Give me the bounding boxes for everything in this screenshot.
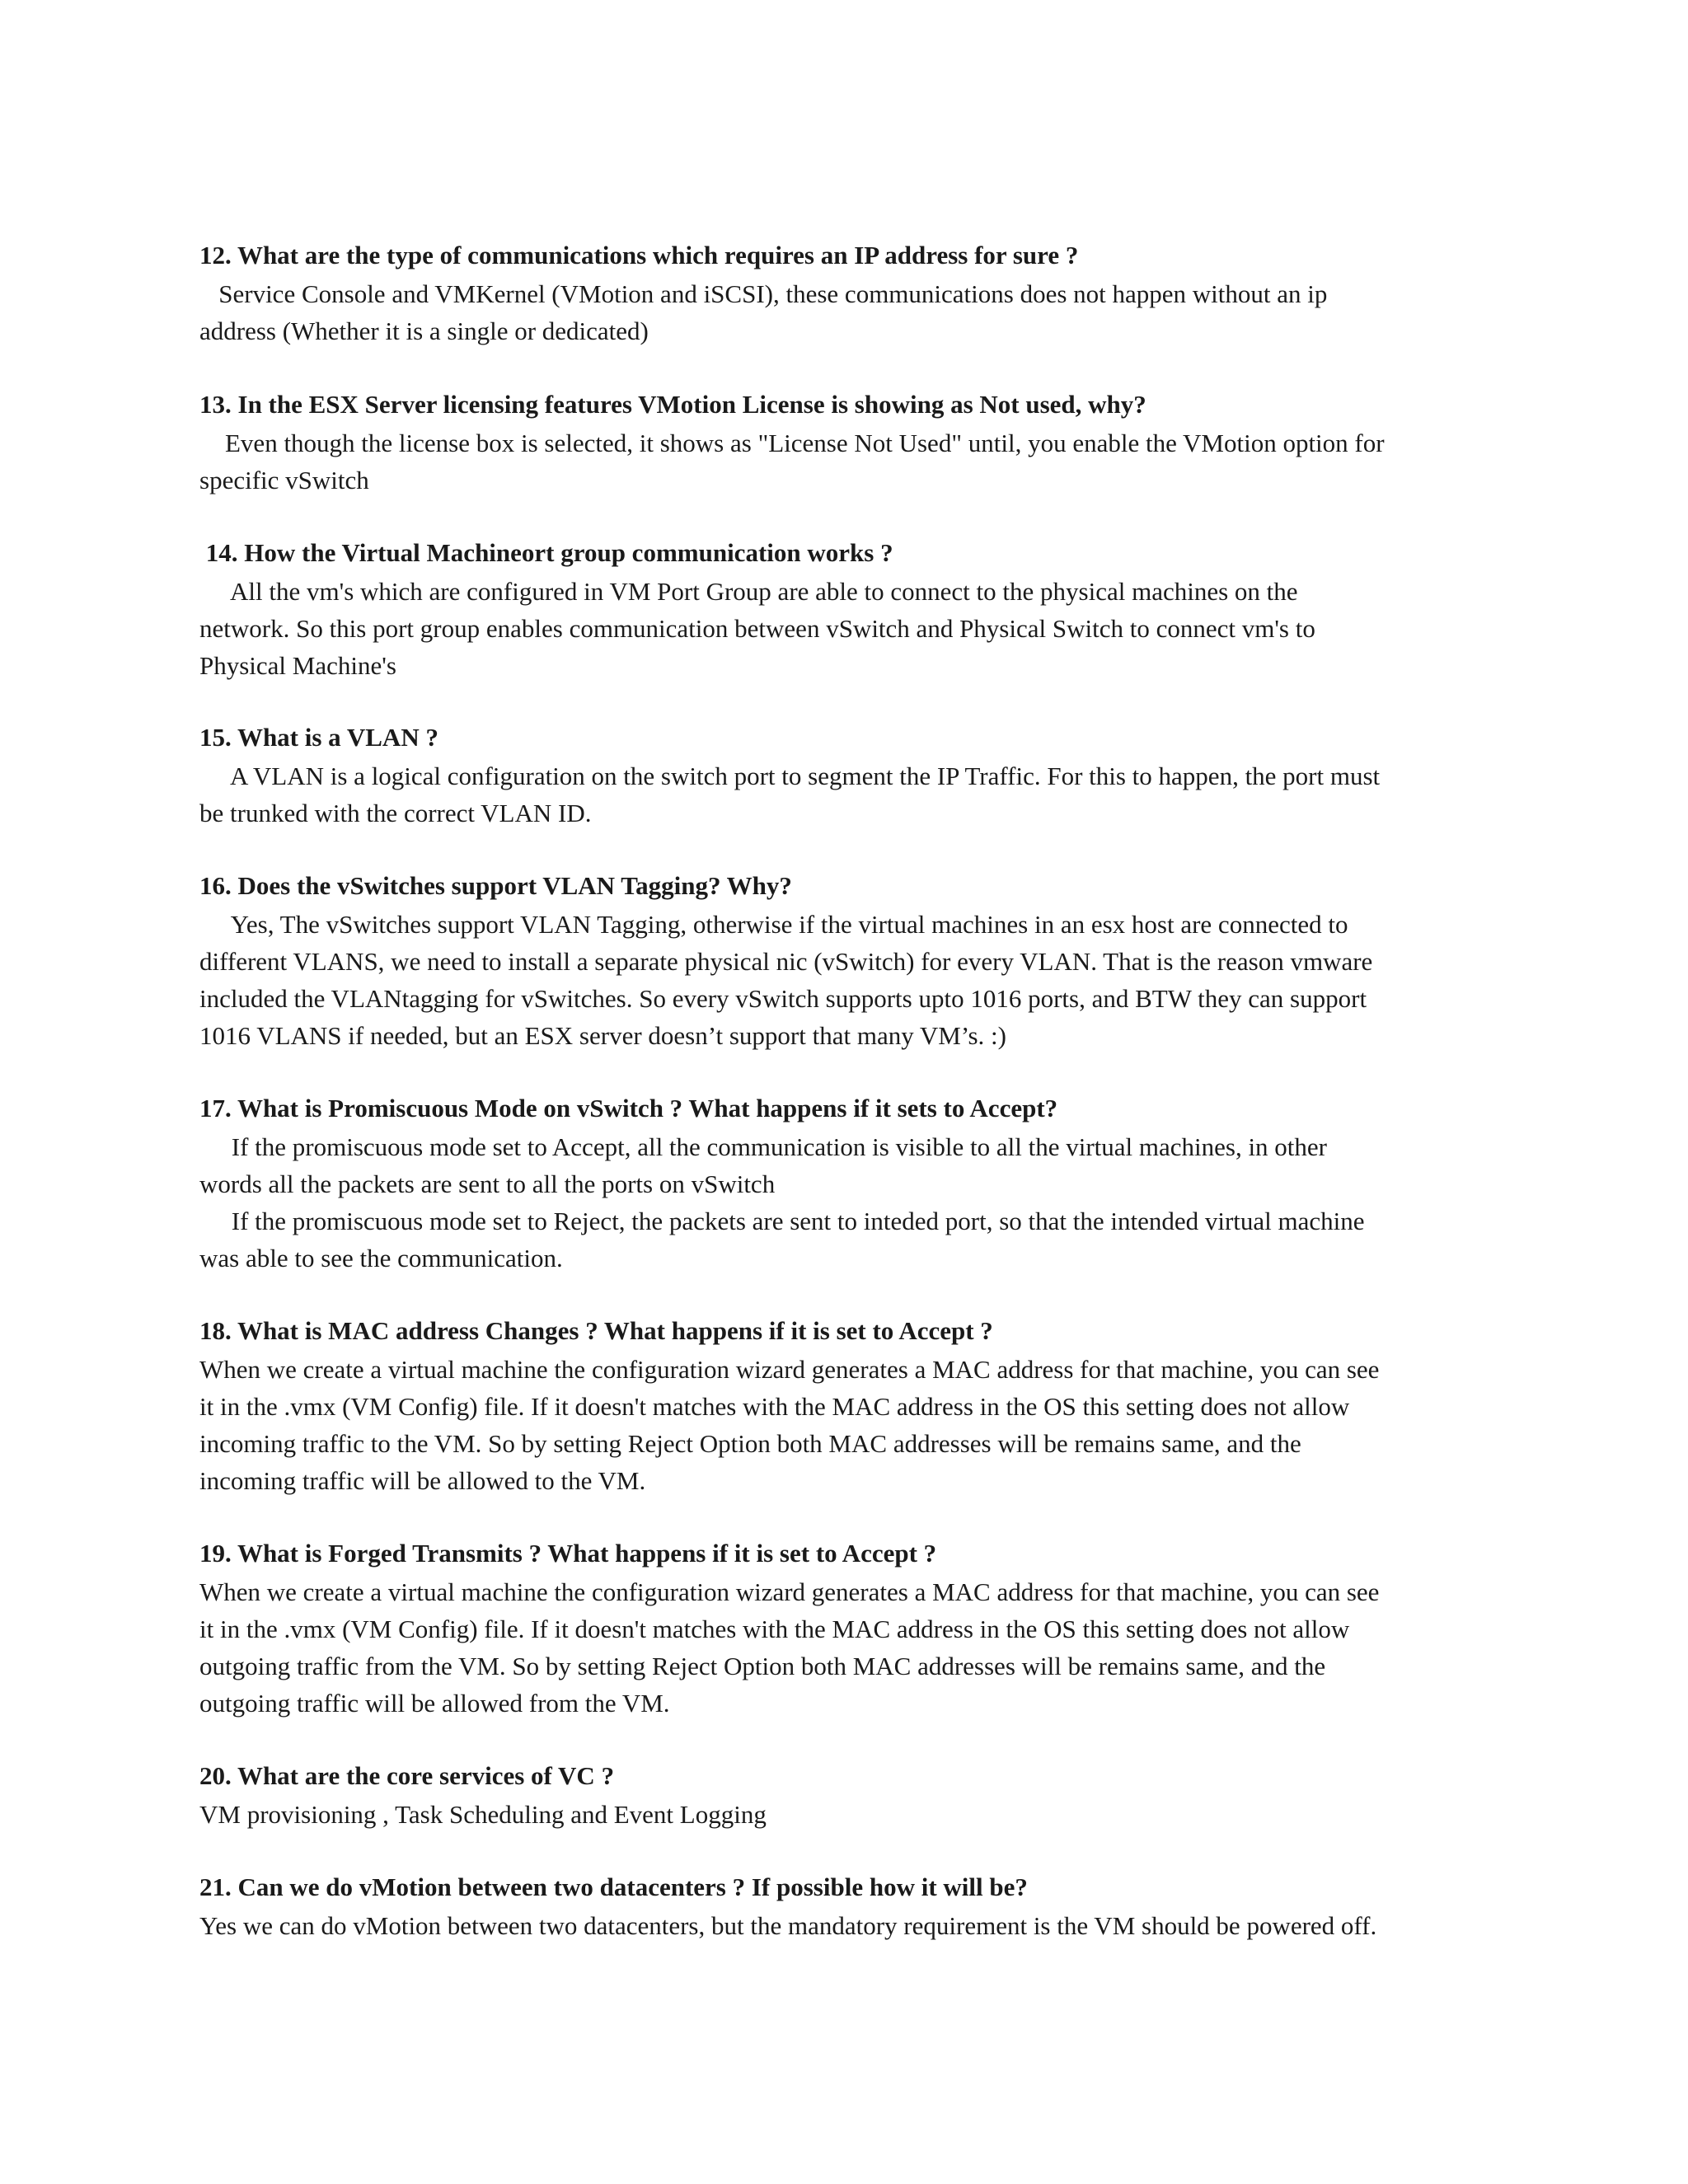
question-14: 14. How the Virtual Machineort group communication works ? bbox=[199, 538, 893, 567]
question-18: 18. What is MAC address Changes ? What happens if it is set to Accept ? bbox=[199, 1316, 993, 1345]
answer-line: When we create a virtual machine the configuration wizard generates a MAC address for that machine, you can see bbox=[199, 1355, 1380, 1384]
answer-19 bbox=[199, 1573, 1502, 1722]
question-17: 17. What is Promiscuous Mode on vSwitch ? What happens if it sets to Accept? bbox=[199, 1094, 1058, 1122]
answer-line: Service Console and VMKernel (VMotion and iSCSI), these communications does not happen without an ip bbox=[199, 279, 1328, 308]
question-20: 20. What are the core services of VC ? bbox=[199, 1761, 615, 1790]
question-13: 13. In the ESX Server licensing features VMotion License is showing as Not used, why? bbox=[199, 390, 1146, 419]
answer-line: network. So this port group enables communication between vSwitch and Physical Switch to connect vm's to bbox=[199, 614, 1315, 643]
answer-14 bbox=[199, 573, 1502, 684]
answer-line: it in the .vmx (VM Config) file. If it doesn't matches with the MAC address in the OS this setting does not allow bbox=[199, 1615, 1350, 1643]
answer-line: Yes, The vSwitches support VLAN Tagging, otherwise if the virtual machines in an esx host are connected to bbox=[199, 910, 1348, 939]
question-19: 19. What is Forged Transmits ? What happens if it is set to Accept ? bbox=[199, 1539, 937, 1568]
answer-line: be trunked with the correct VLAN ID. bbox=[199, 799, 592, 827]
answer-line: outgoing traffic will be allowed from the VM. bbox=[199, 1689, 670, 1718]
answer-line: was able to see the communication. bbox=[199, 1244, 563, 1272]
question-15: 15. What is a VLAN ? bbox=[199, 723, 438, 752]
answer-20 bbox=[199, 1796, 1502, 1833]
answer-15 bbox=[199, 757, 1502, 832]
question-12: 12. What are the type of communications which requires an IP address for sure ? bbox=[199, 241, 1079, 269]
answer-line: different VLANS, we need to install a separate physical nic (vSwitch) for every VLAN. That is the reason vmware bbox=[199, 947, 1373, 976]
answer-line: When we create a virtual machine the configuration wizard generates a MAC address for that machine, you can see bbox=[199, 1577, 1380, 1606]
answer-line: Even though the license box is selected, it shows as "License Not Used" until, you enable the VMotion option for bbox=[199, 429, 1385, 457]
answer-17 bbox=[199, 1128, 1502, 1277]
answer-line: incoming traffic to the VM. So by setting Reject Option both MAC addresses will be remains same, and the bbox=[199, 1429, 1301, 1458]
question-21: 21. Can we do vMotion between two datacenters ? If possible how it will be? bbox=[199, 1872, 1028, 1901]
answer-line: it in the .vmx (VM Config) file. If it doesn't matches with the MAC address in the OS this setting does not allow bbox=[199, 1392, 1350, 1421]
answer-line: All the vm's which are configured in VM Port Group are able to connect to the physical machines on the bbox=[199, 577, 1298, 606]
answer-line: words all the packets are sent to all the ports on vSwitch bbox=[199, 1169, 776, 1198]
answer-line: Physical Machine's bbox=[199, 651, 396, 680]
answer-16 bbox=[199, 906, 1502, 1054]
answer-line: If the promiscuous mode set to Accept, all the communication is visible to all the virtual machines, in other bbox=[199, 1132, 1327, 1161]
answer-line: address (Whether it is a single or dedicated) bbox=[199, 316, 649, 345]
answer-12 bbox=[199, 275, 1502, 349]
answer-line: A VLAN is a logical configuration on the switch port to segment the IP Traffic. For this to happen, the port must bbox=[199, 762, 1381, 790]
answer-line: specific vSwitch bbox=[199, 466, 369, 494]
answer-line: VM provisioning , Task Scheduling and Event Logging bbox=[199, 1800, 767, 1829]
answer-line: incoming traffic will be allowed to the VM. bbox=[199, 1466, 646, 1495]
answer-line: If the promiscuous mode set to Reject, the packets are sent to inteded port, so that the intended virtual machine bbox=[199, 1207, 1365, 1235]
answer-line: outgoing traffic from the VM. So by setting Reject Option both MAC addresses will be remains same, and the bbox=[199, 1652, 1326, 1680]
question-16: 16. Does the vSwitches support VLAN Tagging? Why? bbox=[199, 871, 792, 900]
answer-13 bbox=[199, 424, 1502, 499]
answer-line: 1016 VLANS if needed, but an ESX server doesn’t support that many VM’s. :) bbox=[199, 1021, 1006, 1050]
answer-line: Yes we can do vMotion between two datacenters, but the mandatory requirement is the VM should be powered off. bbox=[199, 1911, 1377, 1940]
answer-line: included the VLANtagging for vSwitches. So every vSwitch supports upto 1016 ports, and BTW they can support bbox=[199, 984, 1367, 1013]
answer-18 bbox=[199, 1351, 1502, 1499]
answer-21 bbox=[199, 1907, 1502, 1944]
